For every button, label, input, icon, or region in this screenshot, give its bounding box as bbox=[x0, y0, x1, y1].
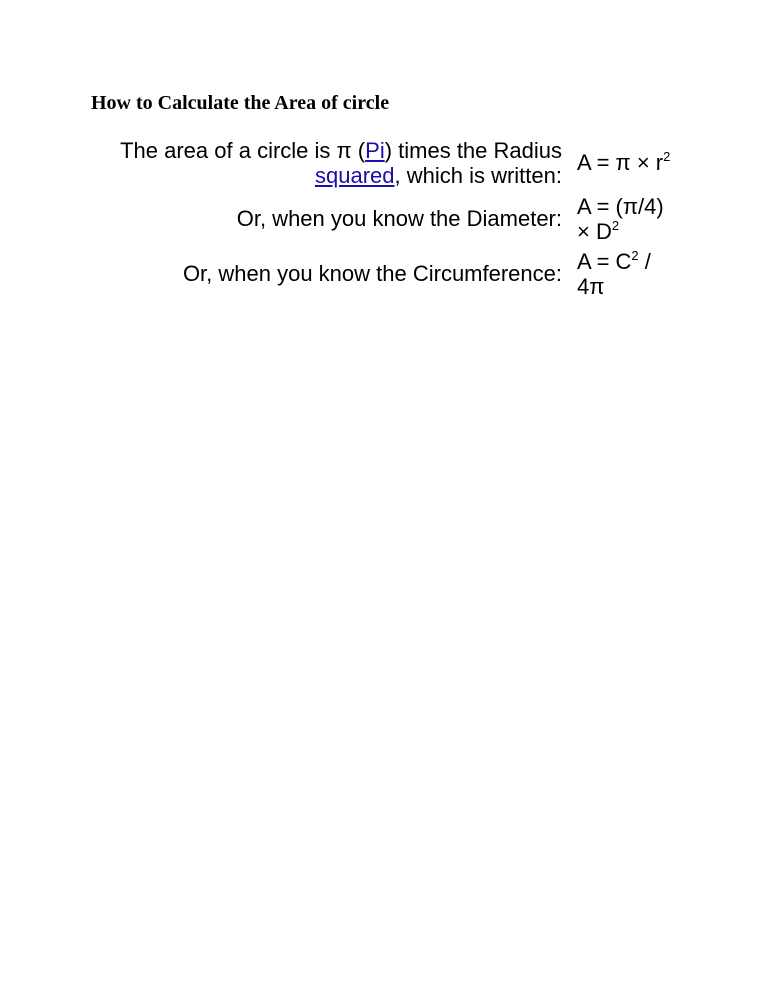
diameter-formula-exponent: 2 bbox=[611, 218, 620, 233]
circumference-formula-line-2: 4π bbox=[577, 274, 605, 299]
radius-description bbox=[120, 138, 562, 188]
diameter-formula-line-2: × D bbox=[577, 219, 612, 244]
diameter-description: Or, when you know the Diameter: bbox=[236, 206, 562, 231]
radius-description-text: The area of a circle is π ( bbox=[120, 138, 366, 163]
circumference-formula-slash: / bbox=[638, 249, 651, 274]
page-title: How to Calculate the Area of circle bbox=[91, 92, 390, 114]
radius-description-text-2: ) times the Radius bbox=[384, 138, 562, 163]
circumference-formula bbox=[577, 249, 651, 299]
circumference-formula-line-1: A = C bbox=[577, 249, 632, 274]
circumference-formula-exponent: 2 bbox=[631, 248, 639, 263]
radius-formula-exponent: 2 bbox=[663, 149, 671, 164]
diameter-formula bbox=[577, 194, 664, 244]
squared-link[interactable]: squared bbox=[314, 163, 395, 188]
radius-description-text-3: , which is written: bbox=[394, 163, 562, 188]
diameter-formula-line-1: A = (π/4) bbox=[577, 194, 664, 219]
radius-formula-text: A = π × r bbox=[577, 150, 664, 175]
radius-formula bbox=[577, 150, 670, 175]
pi-link[interactable]: Pi bbox=[365, 138, 385, 163]
circumference-description: Or, when you know the Circumference: bbox=[182, 261, 562, 286]
